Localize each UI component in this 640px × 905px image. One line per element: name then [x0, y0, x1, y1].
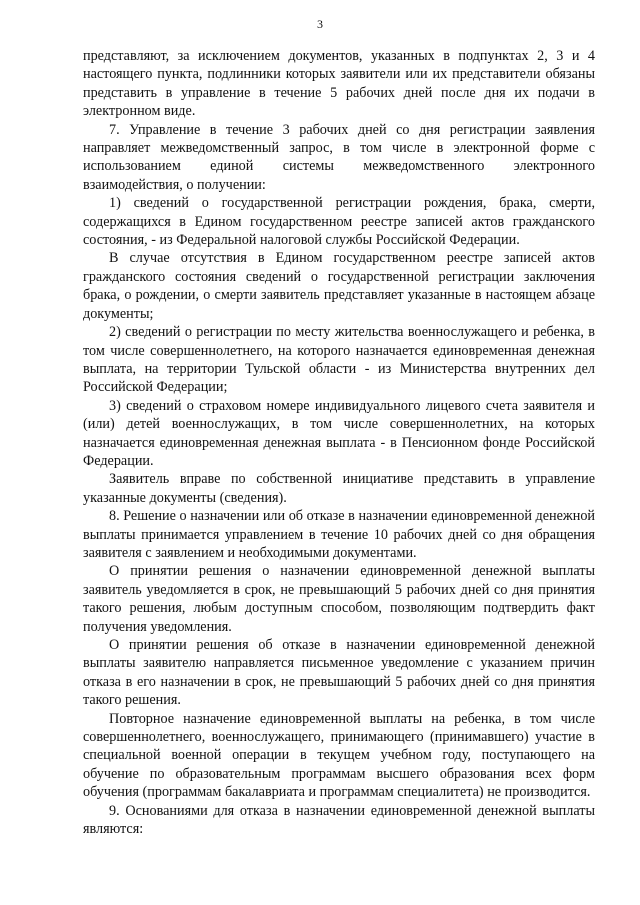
paragraph-notification-refusal: О принятии решения об отказе в назначении единовременной денежной выплаты заявителю направляется письменное уведомление с указанием причин отказа в его назначении в срок, не превышающий 5 рабочих дней со дня принятия такого решения.	[83, 637, 595, 709]
page-number: 3	[317, 17, 323, 31]
document-body	[83, 47, 595, 838]
paragraph-clause-7: 7. Управление в течение 3 рабочих дней со дня регистрации заявления направляет межведомственный запрос, в том числе в электронной форме с использованием единой системы межведомственного электронного взаимодействия, о получении:	[83, 121, 595, 193]
paragraph-absence-records: В случае отсутствия в Едином государственном реестре записей актов гражданского состояния сведений о государственной регистрации заключения брака, о рождении, о смерти заявитель представляет указанные в настоящем абзаце документы;	[83, 250, 595, 322]
paragraph-own-initiative: Заявитель вправе по собственной инициативе представить в управление указанные документы (сведения).	[83, 471, 595, 506]
paragraph-clause-9: 9. Основаниями для отказа в назначении единовременной денежной выплаты являются:	[83, 802, 595, 838]
paragraph-repeat-payment: Повторное назначение единовременной выплаты на ребенка, в том числе совершеннолетнего, военнослужащего, принимающего (принимавшего) участие в специальной военной операции в текущем учебном году, поступающего на обучение по образовательным программам высшего образования всех форм обучения (программам бакалавриата и программам специалитета) не производится.	[83, 710, 595, 801]
paragraph-item-1: 1) сведений о государственной регистрации рождения, брака, смерти, содержащихся в Едином государственном реестре записей актов гражданского состояния, - из Федеральной налоговой службы Российской Федерации.	[83, 195, 595, 249]
paragraph-item-2: 2) сведений о регистрации по месту жительства военнослужащего и ребенка, в том числе совершеннолетнего, на которого назначается единовременная денежная выплата, на территории Тульской области - из Министерства внутренних дел Российской Федерации;	[83, 324, 595, 396]
paragraph-clause-8: 8. Решение о назначении или об отказе в назначении единовременной денежной выплаты принимается управлением в течение 10 рабочих дней со дня обращения заявителя с заявлением и необходимыми документами.	[83, 508, 595, 561]
paragraph-notification-approval: О принятии решения о назначении единовременной денежной выплаты заявитель уведомляется в срок, не превышающий 5 рабочих дней со дня принятия такого решения, любым доступным способом, позволяющим подтвердить факт получения уведомления.	[83, 563, 595, 635]
paragraph-continuation: представляют, за исключением документов, указанных в подпунктах 2, 3 и 4 настоящего пункта, подлинники которых заявители или их представители обязаны представить в управление в течение 5 рабочих дней после дня их подачи в электронном виде.	[83, 48, 595, 120]
paragraph-item-3: 3) сведений о страховом номере индивидуального лицевого счета заявителя и (или) детей военнослужащих, в том числе совершеннолетних, на которых назначается единовременная денежная выплата - в Пенсионном фонде Российской Федерации.	[83, 397, 595, 469]
